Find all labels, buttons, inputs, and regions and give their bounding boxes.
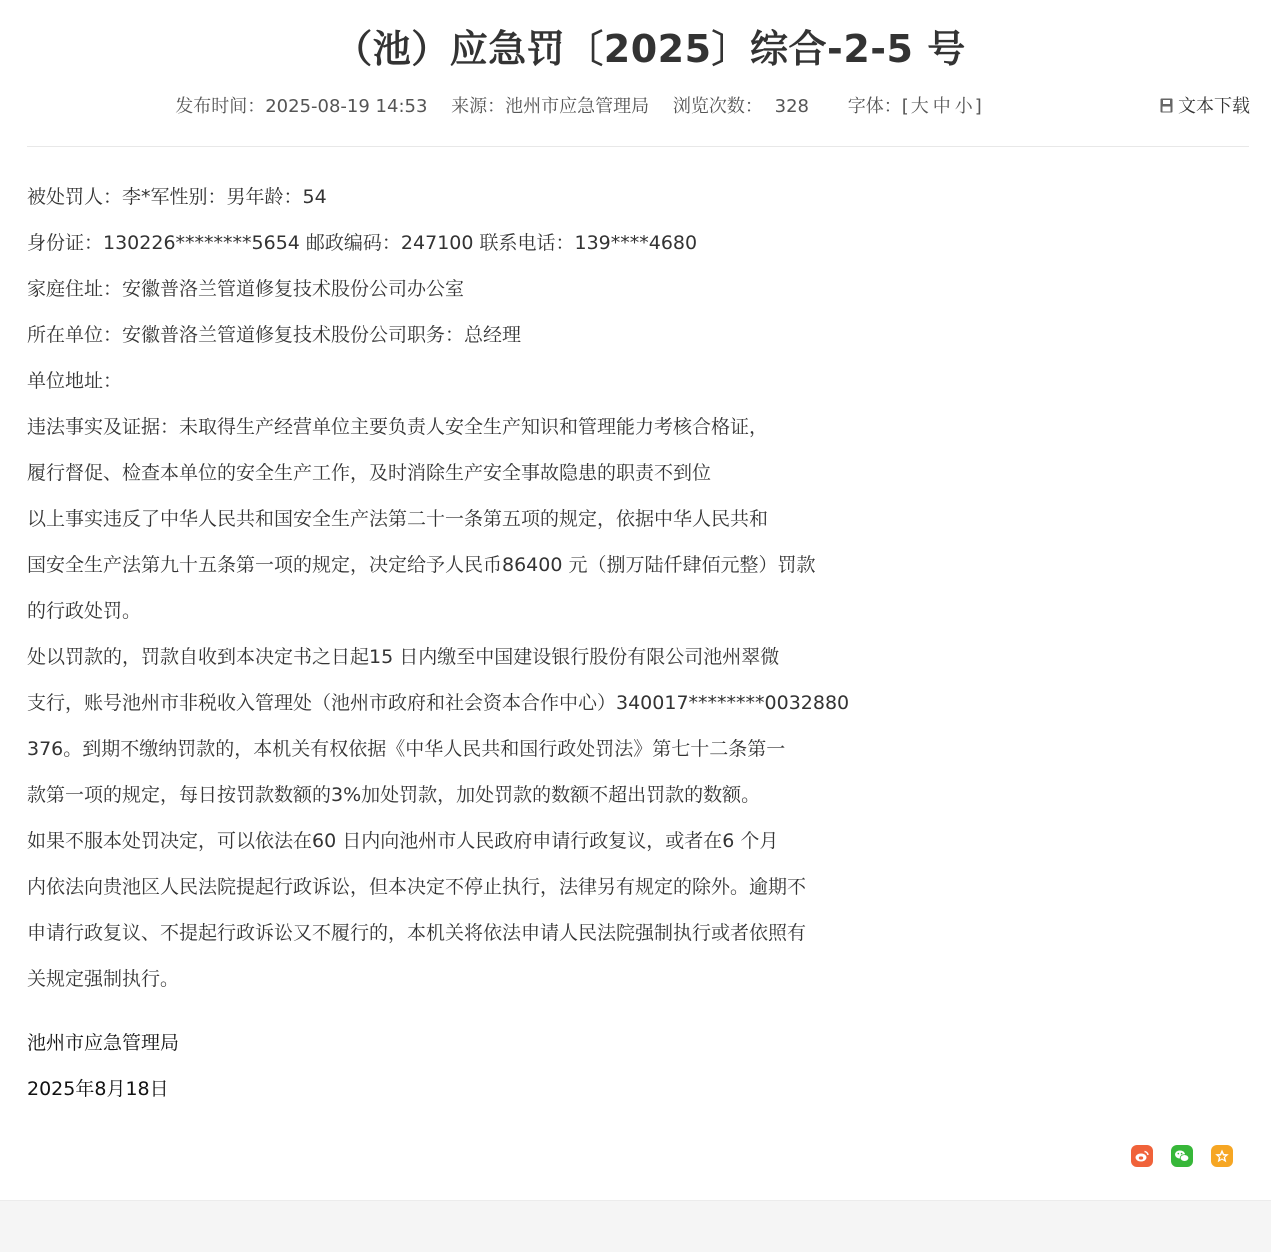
signature-block <box>27 1020 179 1112</box>
body-line: 被处罚人：李*军性别：男年龄：54 <box>27 186 327 208</box>
body-line: 的行政处罚。 <box>27 600 142 622</box>
views-label: 浏览次数： <box>672 96 763 117</box>
body-line: 关规定强制执行。 <box>27 968 180 990</box>
body-line: 处以罚款的，罚款自收到本决定书之日起15 日内缴至中国建设银行股份有限公司池州翠微 <box>27 646 780 668</box>
article-title: （池）应急罚〔2025〕综合-2-5 号 <box>334 27 966 71</box>
header-divider <box>27 146 1249 147</box>
body-line: 支行，账号池州市非税收入管理处（池州市政府和社会资本合作中心）340017********0032880 <box>27 692 850 714</box>
body-line: 单位地址： <box>27 370 123 392</box>
source-value: 池州市应急管理局 <box>505 96 650 117</box>
publish-label: 发布时间： <box>175 96 266 117</box>
body-line: 款第一项的规定，每日按罚款数额的3%加处罚款，加处罚款的数额不超出罚款的数额。 <box>27 784 761 806</box>
body-line: 违法事实及证据：未取得生产经营单位主要负责人安全生产知识和管理能力考核合格证， <box>27 416 769 438</box>
font-size-control <box>848 96 982 117</box>
body-line: 申请行政复议、不提起行政诉讼又不履行的，本机关将依法申请人民法院强制执行或者依照有 <box>27 922 807 944</box>
body-line: 如果不服本处罚决定，可以依法在60 日内向池州市人民政府申请行政复议，或者在6 个月 <box>27 830 779 852</box>
font-size-large[interactable]: 大 <box>910 96 929 117</box>
download-label: 文本下载 <box>1178 96 1250 117</box>
body-line: 内依法向贵池区人民法院提起行政诉讼，但本决定不停止执行，法律另有规定的除外。逾期不 <box>27 876 807 898</box>
body-line: 家庭住址：安徽普洛兰管道修复技术股份公司办公室 <box>27 278 465 300</box>
body-line: 身份证：130226********5654 邮政编码：247100 联系电话：139****4680 <box>27 232 698 254</box>
views-count: 328 <box>774 96 809 117</box>
star-icon <box>1214 1148 1230 1164</box>
text-download-button[interactable] <box>1160 92 1250 118</box>
weibo-icon <box>1134 1148 1150 1164</box>
body-line: 376。到期不缴纳罚款的，本机关有权依据《中华人民共和国行政处罚法》第七十二条第一 <box>27 738 786 760</box>
views-info <box>673 96 809 117</box>
wechat-icon <box>1174 1148 1190 1164</box>
body-line: 以上事实违反了中华人民共和国安全生产法第二十一条第五项的规定，依据中华人民共和 <box>27 508 769 530</box>
publish-info <box>175 96 427 117</box>
font-label: 字体：[ <box>847 96 909 117</box>
share-weibo-button[interactable] <box>1131 1145 1153 1167</box>
save-icon <box>1160 98 1173 113</box>
body-line: 国安全生产法第九十五条第一项的规定，决定给予人民币86400 元（捌万陆仟肆佰元整）罚款 <box>27 554 816 576</box>
share-wechat-button[interactable] <box>1171 1145 1193 1167</box>
body-line: 所在单位：安徽普洛兰管道修复技术股份公司职务：总经理 <box>27 324 522 346</box>
source-info <box>451 96 649 117</box>
share-bar <box>1131 1145 1233 1167</box>
font-close: ] <box>974 96 982 117</box>
body-line: 履行督促、检查本单位的安全生产工作，及时消除生产安全事故隐患的职责不到位 <box>27 462 712 484</box>
signature-org: 池州市应急管理局 <box>27 1032 180 1054</box>
publish-time: 2025-08-19 14:53 <box>265 96 428 117</box>
page-footer <box>0 1200 1271 1252</box>
signature-date: 2025年8月18日 <box>27 1078 169 1100</box>
font-size-small[interactable]: 小 <box>954 96 973 117</box>
article-body <box>27 174 1227 1002</box>
font-size-medium[interactable]: 中 <box>932 96 951 117</box>
source-label: 来源： <box>451 96 506 117</box>
favorite-button[interactable] <box>1211 1145 1233 1167</box>
article-meta <box>0 92 1157 118</box>
